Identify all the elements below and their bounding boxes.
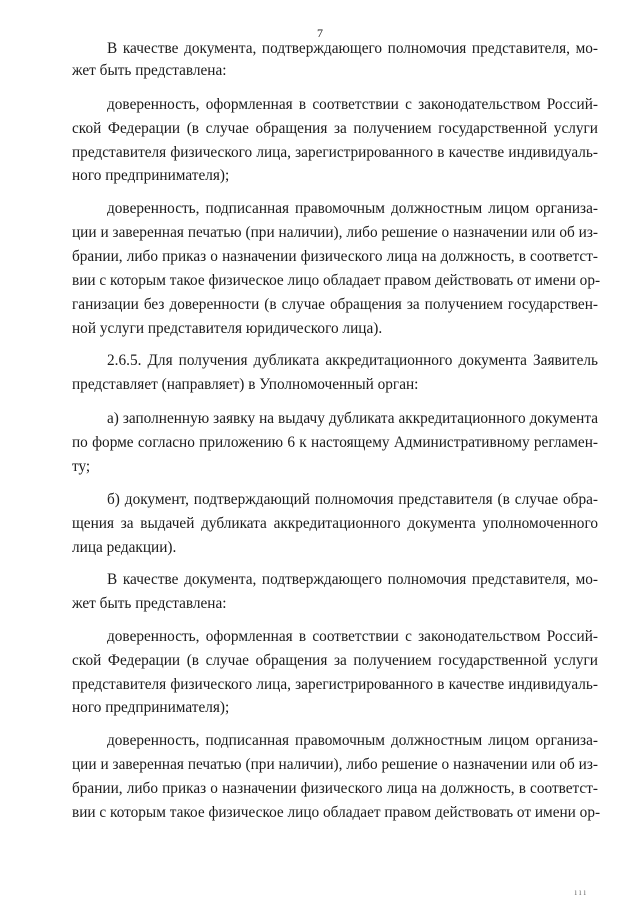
text-line: жет быть представлена: (72, 62, 227, 79)
text-line: ской Федерации (в случае обращения за получением государственной услуги (72, 652, 598, 669)
text-line: доверенность, оформленная в соответствии с законодательством Россий- (107, 96, 598, 113)
text-line: брании, либо приказ о назначении физического лица на должность, в соответст- (72, 780, 598, 797)
text-line: брании, либо приказ о назначении физического лица на должность, в соответст- (72, 248, 598, 265)
text-line: ту; (72, 458, 91, 475)
text-line: представляет (направляет) в Уполномоченный орган: (72, 376, 419, 393)
text-line: ции и заверенная печатью (при наличии), либо решение о назначении или об из- (72, 756, 598, 773)
text-line: вии с которым такое физическое лицо обладает правом действовать от имени ор- (72, 804, 601, 821)
text-line: жет быть представлена: (72, 595, 227, 612)
text-line: В качестве документа, подтверждающего полномочия представителя, мо- (107, 40, 598, 57)
text-line: В качестве документа, подтверждающего полномочия представителя, мо- (107, 571, 598, 588)
text-line: ции и заверенная печатью (при наличии), либо решение о назначении или об из- (72, 224, 598, 241)
text-line: 2.6.5. Для получения дубликата аккредитационного документа Заявитель (107, 352, 598, 369)
text-line: по форме согласно приложению 6 к настоящему Административному регламен- (72, 434, 598, 451)
text-line: представителя физического лица, зарегистрированного в качестве индивидуаль- (72, 144, 598, 161)
text-line: ной услуги представителя юридического лица). (72, 320, 383, 337)
text-line: ного предпринимателя); (72, 167, 230, 184)
text-line: а) заполненную заявку на выдачу дубликата аккредитационного документа (107, 410, 598, 427)
text-line: представителя физического лица, зарегистрированного в качестве индивидуаль- (72, 676, 598, 693)
text-line: ного предпринимателя); (72, 699, 230, 716)
footer-mark: ııı (574, 887, 588, 897)
text-line: доверенность, оформленная в соответствии с законодательством Россий- (107, 628, 598, 645)
text-line: ганизации без доверенности (в случае обращения за получением государствен- (72, 296, 598, 313)
text-line: лица редакции). (72, 539, 177, 556)
text-line: щения за выдачей дубликата аккредитационного документа уполномоченного (72, 515, 598, 532)
page-number: 7 (317, 26, 323, 40)
text-line: б) документ, подтверждающий полномочия представителя (в случае обра- (107, 491, 598, 508)
text-line: ской Федерации (в случае обращения за получением государственной услуги (72, 120, 598, 137)
text-line: вии с которым такое физическое лицо обладает правом действовать от имени ор- (72, 272, 601, 289)
text-line: доверенность, подписанная правомочным должностным лицом организа- (107, 200, 598, 217)
text-line: доверенность, подписанная правомочным должностным лицом организа- (107, 732, 598, 749)
